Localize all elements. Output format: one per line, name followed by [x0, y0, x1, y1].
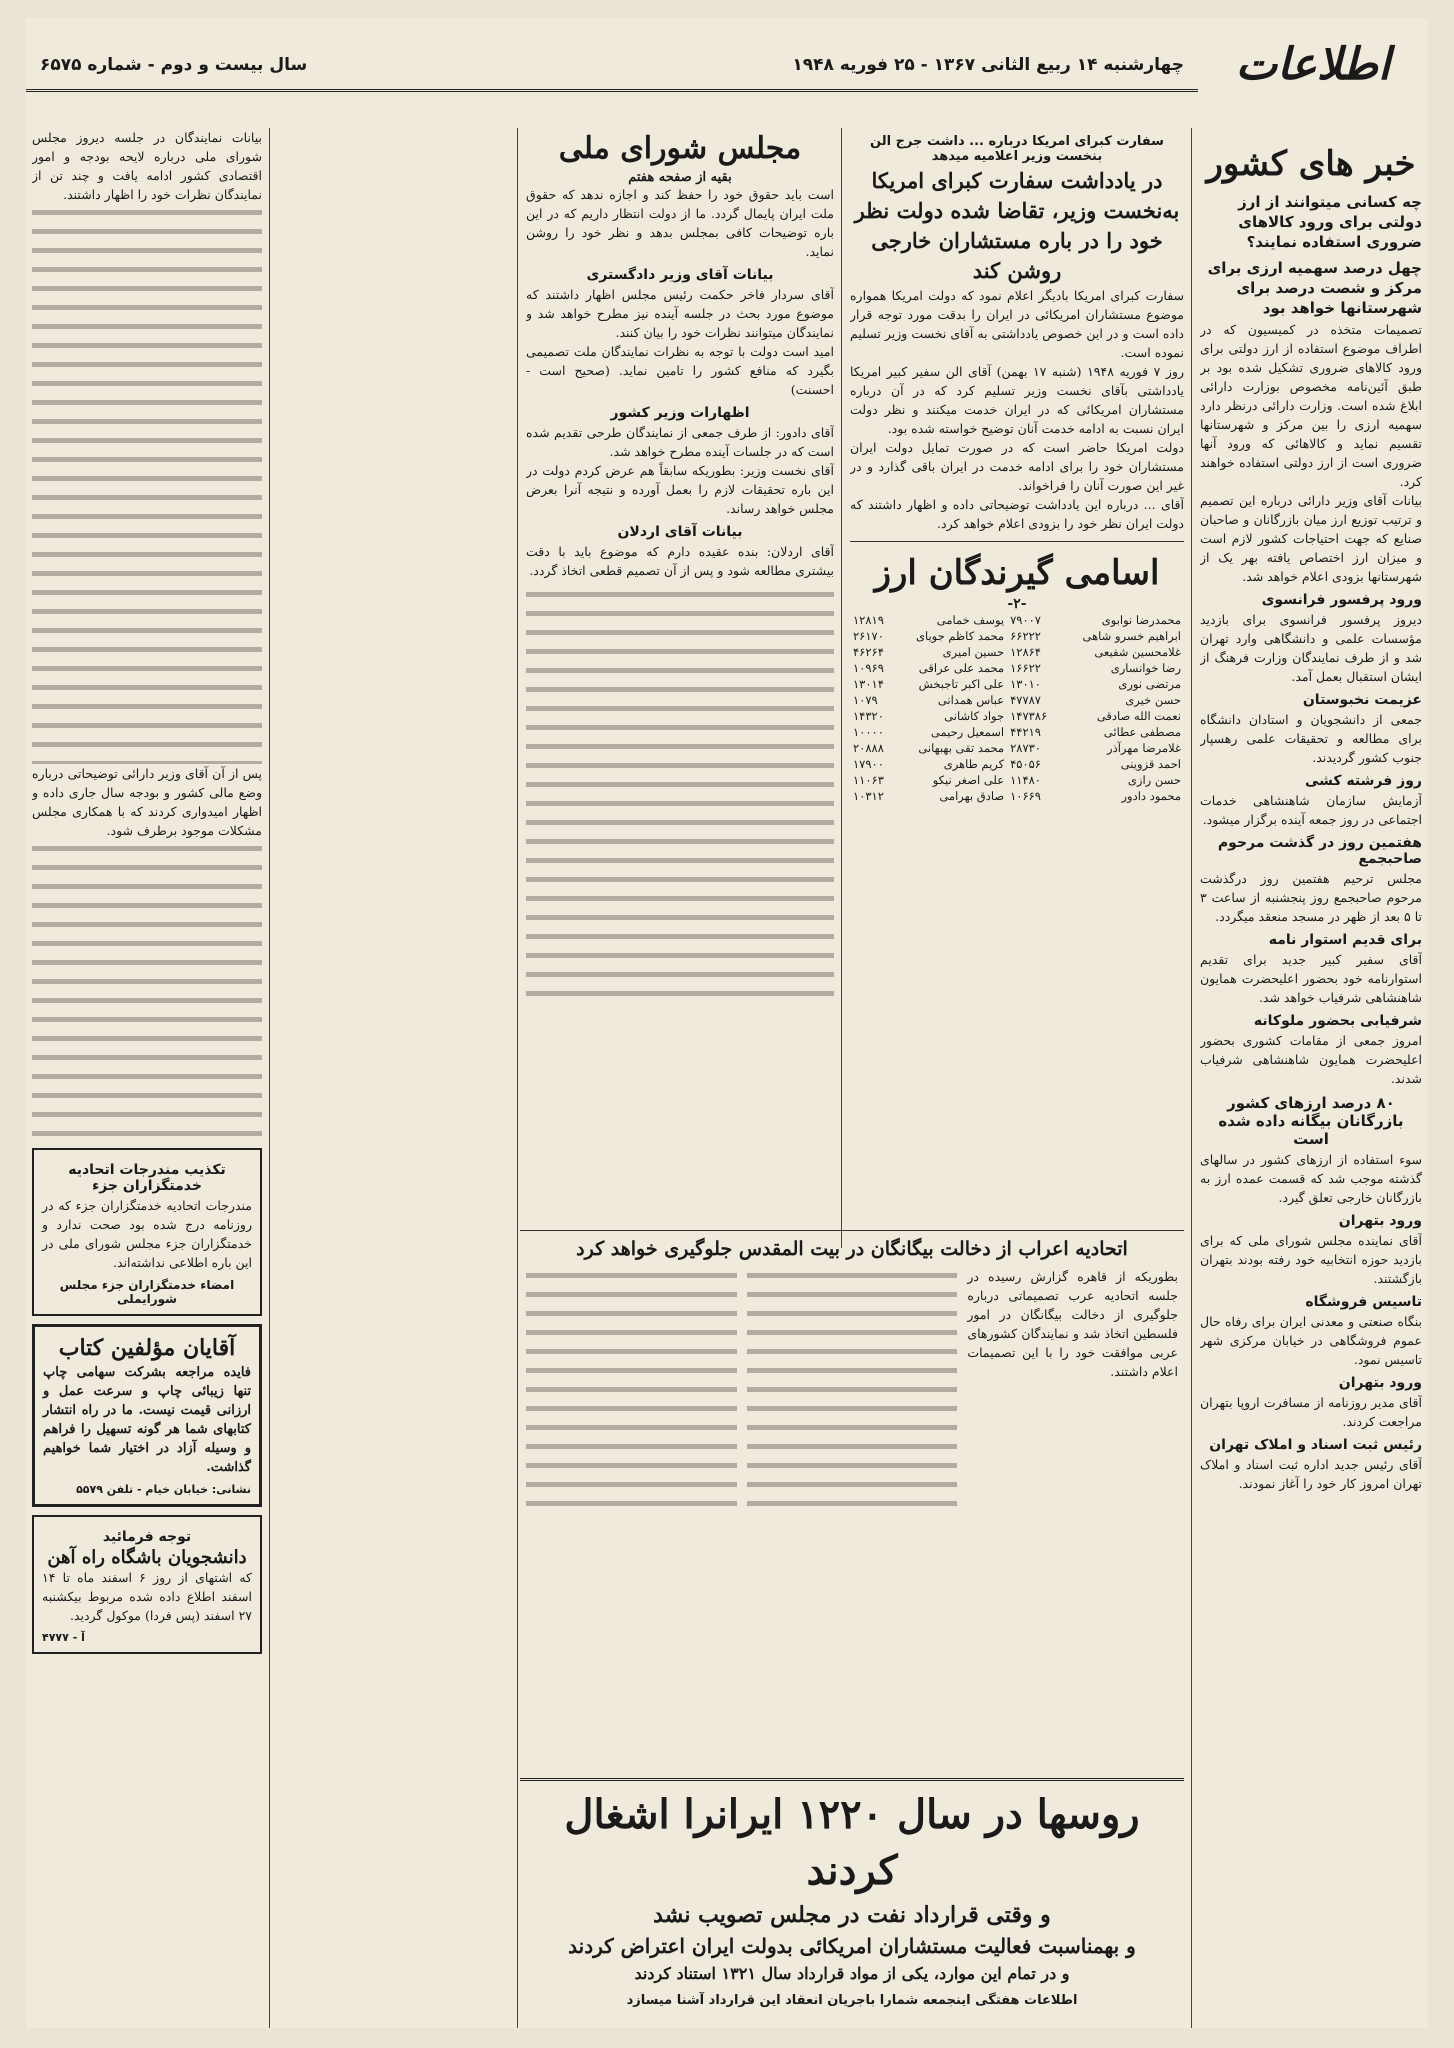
article-continued-text — [526, 1267, 737, 1517]
recipient-amount: ۲۰۸۸۸ — [853, 741, 884, 755]
recipient-name: محمد علی عراقی — [918, 661, 1005, 675]
recipient-name: علی اصغر نیکو — [932, 773, 1005, 787]
recipient-name: محمد کاظم جویای — [915, 629, 1005, 643]
russia-article — [520, 1778, 1184, 2027]
article-body: جمعی از دانشجویان و استادان دانشگاه برای مطالعه و تحقیقات علمی رهسپار جنوب کشور گردیدند. — [1200, 712, 1422, 765]
notice — [32, 1515, 262, 1654]
recipient-name: محمود دادور — [1121, 789, 1181, 803]
recipient-amount: ۱۷۹۰۰ — [853, 757, 884, 771]
article-subhead: عزیمت نخبوستان — [1302, 692, 1422, 708]
dateline — [26, 41, 1198, 92]
recipient-name: محمدرضا نوابوی — [1101, 613, 1181, 627]
article-body: آقای سردار فاخر حکمت رئیس مجلس اظهار داشتند که موضوع مورد بحث در جلسه آینده نیز مطرح خواهد شد و نمایندگان میتوانند نظرات خود را بیان کنند. — [526, 287, 834, 340]
article-continuation: بقیه از صفحه هفتم — [628, 170, 732, 185]
table-row — [850, 644, 1184, 660]
column-rule — [1191, 128, 1192, 2028]
ad-title: آقایان مؤلفین کتاب — [58, 1335, 236, 1361]
recipient-amount: ۱۶۶۲۲ — [1010, 661, 1041, 675]
recipient-name: مصطفی عطائی — [1103, 725, 1181, 739]
recipient-name: مرتضی نوری — [1118, 677, 1181, 691]
recipient-name: رضا خوانساری — [1110, 661, 1181, 675]
article-headline: مجلس شورای ملی — [558, 131, 802, 166]
article-headline: روسها در سال ۱۲۲۰ ایرانرا اشغال کردند — [564, 1791, 1140, 1894]
article-body: آقای ... درباره این یادداشت توضیحاتی داده و اظهار داشتند که دولت ایران نظر خود را بزودی اعلام خواهد کرد. — [850, 497, 1184, 531]
column-rule — [269, 128, 270, 2028]
recipient-amount: ۱۱۰۶۳ — [853, 773, 884, 787]
recipient-amount: ۱۲۸۶۴ — [1010, 645, 1041, 659]
arab-league-article — [520, 1230, 1184, 1779]
article-body: آزمایش سازمان شاهنشاهی خدمات اجتماعی در روز جمعه آینده برگزار میشود. — [1200, 793, 1422, 827]
notice-code: آ - ۴۷۷۷ — [42, 1631, 85, 1644]
recipient-amount: ۱۰۷۹ — [853, 693, 878, 707]
article-body: آقای نماینده مجلس شورای ملی که برای بازدید حوزه انتخابیه خود رفته بودند بتهران بازگشتند. — [1200, 1233, 1422, 1286]
article-body: دیروز پرفسور فرانسوی برای بازدید مؤسسات علمی و دانشگاهی وارد تهران شد و از طرف نمایندگان وزارت فرهنگ از ایشان استقبال بعمل آمد. — [1200, 612, 1422, 684]
recipient-name: حسن رازی — [1127, 773, 1181, 787]
article-subhead: ورود بتهران — [1338, 1213, 1422, 1229]
article-body: روز ۷ فوریه ۱۹۴۸ (شنبه ۱۷ بهمن) آقای الن سفیر کبیر امریکا یادداشتی بآقای نخست وزیر تسلیم کرد که در آن درباره مستشاران امریکائی که در ایران خدمت میکنند و نظر دولت ایران نسبت به ادامه خدمت آنان توضیح خواسته شده بود. — [850, 364, 1184, 436]
article-subhead: برای قدیم استوار نامه — [1268, 932, 1422, 948]
denial-notice — [32, 1148, 262, 1316]
recipient-name: حسین امیری — [942, 645, 1005, 659]
recipient-amount: ۱۰۳۱۲ — [853, 789, 884, 803]
recipient-name: اسمعیل رحیمی — [930, 725, 1005, 739]
notice-body: که اشتهای از روز ۶ اسفند ماه تا ۱۴ اسفند اطلاع داده شده مربوط بیکشنبه ۲۷ اسفند (پس فردا) موکول گردید. — [42, 1570, 252, 1623]
recipient-name: نعمت الله صادقی — [1096, 709, 1181, 723]
article-subhead: ورود بتهران — [1338, 1375, 1422, 1391]
table-row — [850, 756, 1184, 772]
table-row — [850, 660, 1184, 676]
recipient-name: احمد قزوینی — [1120, 757, 1181, 771]
recipient-amount: ۴۷۷۸۷ — [1010, 693, 1041, 707]
recipient-amount: ۱۰۶۶۹ — [1010, 789, 1041, 803]
ad-body: فایده مراجعه بشرکت سهامی چاپ تنها زیبائی چاپ و سرعت عمل و ارزانی قیمت نیست. ما در راه انتشار کتابهای شما هر گونه تسهیل را فراهم و وسیله آزاد در اختیار شما خواهیم گذاشت. — [43, 1365, 251, 1475]
article-subhead: هفتمین روز در گذشت مرحوم صاحبجمع — [1217, 835, 1422, 867]
recipient-amount: ۱۱۴۸۰ — [1010, 773, 1041, 787]
recipient-name: علی اکبر تاجبخش — [918, 677, 1005, 691]
article-body: بنگاه صنعتی و معدنی ایران برای رفاه حال عموم فروشگاهی در خیابان مرکزی شهر تاسیس نمود. — [1200, 1314, 1422, 1367]
article-headline: اتحادیه اعراب از دخالت بیگانگان در بیت المقدس جلوگیری خواهد کرد — [576, 1238, 1128, 1260]
article-note: اطلاعات هفتگی اینجمعه شمارا باجریان انعقاد این قرارداد آشنا میسازد — [626, 1993, 1078, 2008]
article-continued-text — [747, 1267, 958, 1517]
recipient-amount: ۴۴۲۱۹ — [1010, 725, 1041, 739]
newspaper-page — [26, 18, 1428, 2028]
column-center-right — [850, 128, 1184, 1228]
recipient-amount: ۱۰۰۰۰ — [853, 725, 884, 739]
divider — [850, 541, 1184, 542]
recipient-name: غلامحسین شفیعی — [1094, 645, 1181, 659]
masthead — [26, 18, 1428, 110]
article-subhead: اظهارات وزیر کشور — [610, 405, 750, 421]
recipient-amount: ۱۳۰۱۰ — [1010, 677, 1041, 691]
recipient-amount: ۴۶۲۶۴ — [853, 645, 884, 659]
names-list-title: اسامی گیرندگان ارز — [874, 553, 1160, 593]
article-body: دولت امریکا حاضر است که در صورت تمایل دولت ایران مستشاران خود را برای ادامه خدمت در ایران باقی گذارد و در غیر این صورت آنان را فراخواند. — [850, 440, 1184, 493]
article-body: بیانات آقای وزیر دارائی درباره این تصمیم و ترتیب توزیع ارز میان بازرگانان و صاحبان صنایع که جهت احتیاجات کشور لازم است و میزان ارز اختصاص یافته بهر یک از شهرستانها بزودی اعلام خواهد شد. — [1200, 493, 1422, 584]
recipient-amount: ۶۶۲۲۲ — [1010, 629, 1041, 643]
article-body: آقای مدیر روزنامه از مسافرت اروپا بتهران مراجعت کردند. — [1200, 1395, 1422, 1429]
recipient-name: یوسف خمامی — [936, 613, 1005, 627]
recipient-amount: ۱۳۰۱۴ — [853, 677, 884, 691]
recipient-name: ابراهیم خسرو شاهی — [1082, 629, 1181, 643]
article-body: سفارت کبرای امریکا بادیگر اعلام نمود که دولت امریکا همواره موضوع مستشاران امریکائی در ایران را بدقت مورد توجه قرار داده است و در این خصوص یادداشتی به آقای نخست وزیر تسلیم نموده است. — [850, 288, 1184, 360]
table-row — [850, 708, 1184, 724]
article-subhead: و وقتی قرارداد نفت در مجلس تصویب نشد — [653, 1902, 1051, 1928]
recipient-amount: ۱۴۳۲۰ — [853, 709, 884, 723]
recipient-name: محمد تقی بهبهانی — [918, 741, 1005, 755]
article-subhead: بیانات آقای اردلان — [617, 524, 743, 540]
notice-headline: دانشجویان باشگاه راه آهن — [47, 1547, 247, 1568]
names-list-part: -۲- — [1007, 596, 1027, 612]
column-right — [1200, 142, 1422, 2028]
column-rule — [517, 128, 518, 2028]
article-subhead: تاسیس فروشگاه — [1305, 1294, 1422, 1310]
recipient-name: حسن خیری — [1125, 693, 1181, 707]
table-row — [850, 676, 1184, 692]
article-continued-text — [526, 586, 834, 1006]
article-kicker: سفارت کبرای امریکا درباره ... داشت جرج الن بنخست وزیر اعلامیه میدهد — [870, 134, 1164, 164]
notice-label: توجه فرمائید — [102, 1529, 192, 1545]
table-row — [850, 628, 1184, 644]
recipient-name: صادق بهرامی — [939, 789, 1005, 803]
article-subhead: ۸۰ درصد ارزهای کشور بازرگانان بیگانه داده شده است — [1218, 1094, 1404, 1148]
advertisement — [32, 1324, 262, 1507]
column-rule — [841, 128, 842, 1248]
section-headline: خبر های کشور — [1206, 144, 1416, 184]
article-body: امروز جمعی از مقامات کشوری بحضور اعلیحضرت همایون شاهنشاهی شرفیاب شدند. — [1200, 1033, 1422, 1086]
notice-body: مندرجات اتحادیه خدمتگزاران جزء که در روزنامه درج شده بود صحت ندارد و خدمتگزاران جزء مجلس شورای ملی در این باره اطلاعی نداشته‌اند. — [42, 1198, 252, 1270]
article-body: امید است دولت با توجه به نظرات نمایندگان ملت تصمیمی بگیرد که منافع کشور را تامین نماید. (صحیح است - احسنت) — [526, 344, 834, 397]
recipient-amount: ۲۶۱۷۰ — [853, 629, 884, 643]
article-subhead: رئیس ثبت اسناد و املاک تهران — [1209, 1437, 1422, 1453]
article-body: آقای رئیس جدید اداره ثبت اسناد و املاک تهران امروز کار خود را آغاز نمودند. — [1200, 1457, 1422, 1491]
recipient-amount: ۱۰۹۶۹ — [853, 661, 884, 675]
lead-headline: چه کسانی میتوانند از ارز دولتی برای ورود کالاهای ضروری استفاده نمایند؟ — [1238, 193, 1422, 251]
lead-subheadline: چهل درصد سهمیه ارزی برای مرکز و شصت درصد برای شهرستانها خواهد بود — [1207, 259, 1422, 317]
table-row — [850, 612, 1184, 628]
article-body: آقای نخست وزیر: بطوریکه سابقاً هم عرض کردم دولت در این باره تحقیقات لازم را بعمل آورده و نتیجه آنرا بعرض مجلس خواهد رساند. — [526, 463, 834, 516]
recipient-amount: ۲۸۷۳۰ — [1010, 741, 1041, 755]
recipient-amount: ۷۹۰۰۷ — [1010, 613, 1041, 627]
article-body: بیانات نمایندگان در جلسه دیروز مجلس شورای ملی درباره لایحه بودجه و امور اقتصادی کشور ادامه یافت و چند تن از نمایندگان نظرات خود را اظهار داشتند. — [32, 130, 262, 202]
article-headline: در یادداشت سفارت کبرای امریکا به‌نخست وزیر، تقاضا شده دولت نظر خود را در باره مستشاران خارجی روشن کند — [854, 168, 1180, 283]
table-row — [850, 772, 1184, 788]
issue-date: چهارشنبه ۱۴ ربیع الثانی ۱۳۶۷ - ۲۵ فوریه ۱۹۴۸ — [792, 54, 1184, 75]
issue-number: سال بیست و دوم - شماره ۶۵۷۵ — [40, 54, 308, 75]
ad-contact: نشانی: خیابان خیام - تلفن ۵۵۷۹ — [76, 1483, 251, 1496]
article-subhead: روز فرشته کشی — [1305, 773, 1422, 789]
article-subhead: و در تمام این موارد، یکی از مواد قرارداد سال ۱۳۲۱ استناد کردند — [634, 1964, 1070, 1983]
article-body: آقای سفیر کبیر جدید برای تقدیم استوارنامه خود بحضور اعلیحضرت همایون شاهنشاهی شرفیاب خواهد شد. — [1200, 952, 1422, 1005]
article-continued-text — [32, 840, 262, 1140]
article-body: آقای دادور: از طرف جمعی از نمایندگان طرحی تقدیم شده است که در جلسات آینده مطرح خواهد شد. — [526, 425, 834, 459]
article-body: بطوریکه از قاهره گزارش رسیده در جلسه اتحادیه عرب تصمیماتی درباره جلوگیری از دخالت بیگانگان در امور فلسطین اتخاذ شد و نمایندگان کشورهای عربی موافقت خود را با این تصمیمات اعلام داشتند. — [967, 1269, 1178, 1379]
article-continued-text — [32, 204, 262, 764]
article-body: است باید حقوق خود را حفظ کند و اجازه ندهد که حقوق ملت ایران پایمال گردد. ما از دولت انتظار داریم که در این باره توضیحات کافی بمجلس بدهد و نظر خود را روشن نماید. — [526, 187, 834, 259]
recipient-name: جواد کاشانی — [944, 709, 1005, 723]
table-row — [850, 740, 1184, 756]
article-body: آقای اردلان: بنده عقیده دارم که موضوع باید با دقت بیشتری مطالعه شود و پس از آن تصمیم قطعی اتخاذ گردد. — [526, 544, 834, 578]
recipient-name: عباس همدانی — [937, 693, 1005, 707]
article-subhead: شرفیابی بحضور ملوکانه — [1253, 1013, 1422, 1029]
article-subhead: و بهمناسبت فعالیت مستشاران امریکائی بدولت ایران اعتراض کردند — [568, 1934, 1136, 1958]
article-subhead: ورود پرفسور فرانسوی — [1261, 592, 1422, 608]
recipient-name: کریم طاهری — [943, 757, 1005, 771]
article-body: تصمیمات متخذه در کمیسیون که در اطراف موضوع استفاده از ارز دولتی برای ورود کالاهای ضروری تشکیل شده بود بر طبق آئین‌نامه مخصوص بوزارت دارائی ابلاغ شده است. وزارت دارائی درنظر دارد سهمیه ارزی را بین مرکز و شهرستانها تقسیم نماید و کالاهائی که ورود آنها ضروری است از ارز دولتی استفاده خواهند کرد. — [1200, 322, 1422, 489]
table-row — [850, 788, 1184, 804]
recipient-name: غلامرضا مهرآذر — [1107, 741, 1181, 755]
notice-title: تکذیب مندرجات اتحادیه خدمتگزاران جزء — [68, 1162, 226, 1194]
article-body: سوء استفاده از ارزهای کشور در سالهای گذشته موجب شد که قسمت عمده ارز به بازرگانان خارجی تعلق گیرد. — [1200, 1152, 1422, 1205]
article-body: مجلس ترحیم هفتمین روز درگذشت مرحوم صاحبجمع روز پنجشنبه از ساعت ۳ تا ۵ بعد از ظهر در مسجد منعقد میگردد. — [1200, 871, 1422, 924]
currency-recipients-table — [850, 612, 1184, 804]
column-left — [32, 128, 262, 2028]
recipient-amount: ۴۵۰۵۶ — [1010, 757, 1041, 771]
table-row — [850, 724, 1184, 740]
newspaper-logo: اطلاعات — [1235, 38, 1391, 90]
notice-signature: امضاء خدمتگزاران جزء مجلس شورایملی — [59, 1278, 235, 1306]
recipient-amount: ۱۴۷۳۸۶ — [1010, 709, 1048, 723]
article-body: پس از آن آقای وزیر دارائی توضیحاتی درباره وضع مالی کشور و بودجه سال جاری داده و اظهار امیدواری کردند که با همکاری مجلس مشکلات موجود برطرف شود. — [32, 766, 262, 838]
table-row — [850, 692, 1184, 708]
article-subhead: بیانات آقای وزیر دادگستری — [586, 267, 774, 283]
column-center-left — [526, 128, 834, 1228]
recipient-amount: ۱۲۸۱۹ — [853, 613, 884, 627]
article-columns — [520, 1263, 1184, 1521]
